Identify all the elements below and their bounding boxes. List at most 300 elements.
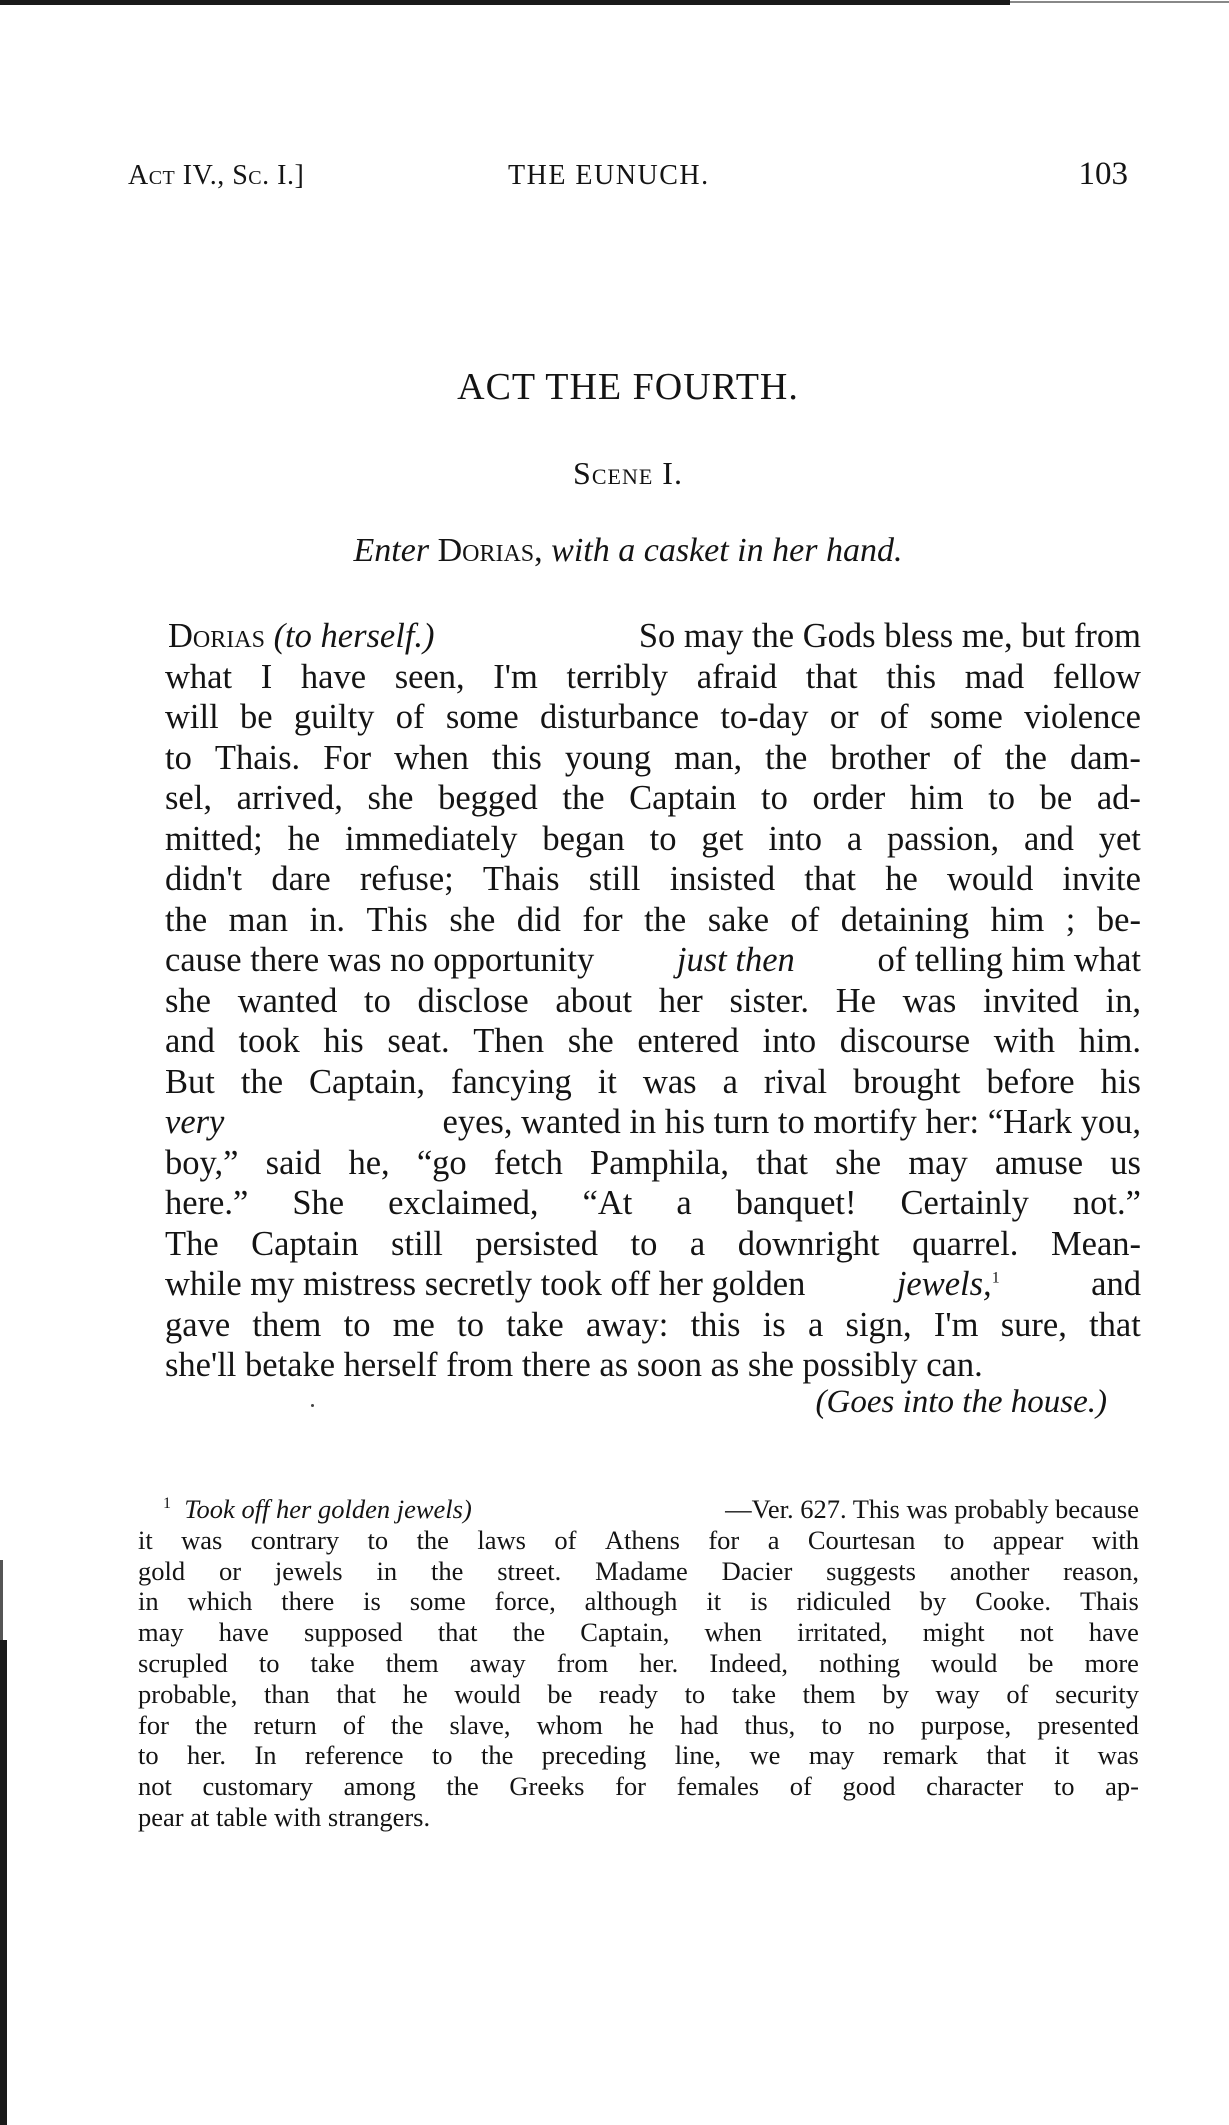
speech-line-12-word: was	[642, 1062, 697, 1101]
footnote-line-9-word: to	[431, 1740, 453, 1771]
footnote-line-10-word: for	[615, 1771, 647, 1802]
speech-line-2-word: afraid	[696, 657, 778, 696]
speech-line-8-word: man	[228, 900, 289, 939]
speech-line-18-word: them	[252, 1305, 322, 1344]
speech-line-15-word: exclaimed,	[388, 1184, 539, 1222]
speech-line-8	[165, 900, 1141, 941]
speech-line-15-word: not.”	[1072, 1184, 1141, 1222]
speech-line-18-word: gave	[165, 1305, 231, 1344]
footnote-line-2-word: contrary	[250, 1524, 340, 1555]
footnote-line-2-word: to	[943, 1524, 965, 1555]
speech-line-5-word: ad-	[1096, 779, 1141, 817]
speech-line-3-word: or	[829, 698, 859, 736]
speech-line-8-word: for	[582, 900, 623, 939]
speech-line-8-word: did	[516, 900, 561, 939]
footnote-line-9-word: that	[986, 1740, 1027, 1771]
speech-line-5-word: she	[367, 779, 414, 817]
footnote-line-2	[138, 1525, 1139, 1556]
speech-line-16-word: a	[689, 1224, 706, 1263]
speech-line-4-word: of	[953, 738, 982, 777]
speech-line-10-word: invited	[982, 981, 1079, 1020]
speech-line-4-word: the	[1004, 738, 1047, 777]
speech-line-16-word: still	[391, 1224, 443, 1263]
speech-line-14-word: boy,”	[165, 1143, 239, 1182]
speech-line-6-word: mitted;	[165, 819, 263, 858]
speech-line-14-word: he,	[348, 1143, 390, 1182]
speech-line-12-word: Captain,	[309, 1062, 425, 1101]
footnote-line-5-word: may	[138, 1617, 184, 1648]
footnote-line-6-word: be	[1028, 1647, 1054, 1678]
speech-line-11-word: took	[238, 1022, 300, 1060]
footnote-line-4-word: by	[919, 1586, 947, 1617]
speech-line-6-word: passion,	[887, 819, 1000, 858]
speech-line-17-b: and	[1091, 1265, 1141, 1303]
speech-line-12-word: his	[1100, 1062, 1141, 1101]
footnote-line-8-word: no	[868, 1709, 895, 1740]
footnote-line-3-word: reason,	[1063, 1555, 1139, 1586]
speech-line-18-word: to	[343, 1305, 371, 1344]
footnote-line-5-word: that	[437, 1617, 478, 1648]
speech-line-8-word: she	[449, 900, 496, 939]
speech-line-14-word: “go	[416, 1143, 467, 1182]
speech-line-16-word: Mean-	[1050, 1224, 1141, 1263]
speech-line-10	[165, 981, 1141, 1022]
footnote-line-10	[138, 1771, 1139, 1802]
speech-line-11-word: Then	[473, 1022, 545, 1060]
footnote-line-9-word: the	[480, 1740, 514, 1771]
speech-line-8-word: of	[790, 900, 820, 939]
footnote-line-3-word: the	[430, 1555, 464, 1586]
footnote-line-5-word: the	[512, 1617, 546, 1648]
footnote-line-5-word: might	[922, 1617, 985, 1648]
footnote-line-3-word: another	[949, 1555, 1030, 1586]
footnote-marker: 1	[163, 1495, 171, 1513]
speech-line-2-word: mad	[964, 657, 1025, 696]
footnote-line-4-word: it	[706, 1586, 722, 1617]
speech-line	[165, 1183, 1141, 1224]
speech-line-3-word: to-day	[720, 698, 809, 736]
speech-line-5-word: sel,	[165, 779, 212, 817]
speech-line-6-word: into	[768, 819, 822, 858]
speech-line-11-word: entered	[637, 1022, 739, 1060]
speech-line-16-word: to	[630, 1224, 658, 1263]
speech-line-3	[165, 697, 1141, 738]
footnote-line-10-word: customary	[202, 1771, 313, 1802]
speech-line	[165, 1345, 1141, 1386]
speech-line-15-word: a	[676, 1184, 692, 1222]
speech-line-18	[165, 1305, 1141, 1346]
speech-line-12-word: rival	[763, 1062, 828, 1101]
speech-line-3-word: violence	[1024, 698, 1141, 736]
footnote-line-7-word: he	[402, 1678, 428, 1709]
speech-line-18-word: this	[690, 1305, 741, 1344]
footnote-line-8-word: purpose,	[920, 1709, 1012, 1740]
footnote-line-1-head	[163, 1494, 472, 1525]
speech-line-7-word: that	[804, 860, 857, 898]
speech-line-6-word: he	[287, 819, 321, 858]
footnote-line-6-word: from	[556, 1647, 609, 1678]
speech-line-5-word: arrived,	[236, 779, 343, 817]
speech-line	[165, 778, 1141, 819]
speech-line-12-word: a	[722, 1062, 738, 1101]
speech-line-11-word: into	[762, 1022, 817, 1060]
footnote	[138, 1494, 1139, 1833]
footnote-line	[138, 1710, 1139, 1741]
speech-line-17-a: while my mistress secretly took off her golden	[165, 1265, 806, 1303]
speech-line-15-word: “At	[582, 1184, 633, 1222]
footnote-line-9-word: may	[808, 1740, 855, 1771]
speech-line-15-word: Certainly	[900, 1184, 1029, 1222]
footnote-line-4-word: is	[363, 1586, 381, 1617]
footnote-line	[138, 1556, 1139, 1587]
speech-line-2-word: fellow	[1052, 657, 1141, 696]
footnote-line-10-word: good	[842, 1771, 896, 1802]
speech-line-18-word: I'm	[933, 1305, 979, 1344]
footnote-line-5	[138, 1617, 1139, 1648]
speech-line-2-word: have	[300, 657, 367, 696]
footnote-line-6-word: to	[258, 1647, 280, 1678]
speech-line-11-word: with	[993, 1022, 1056, 1060]
speech-line-3-word: be	[240, 698, 273, 736]
speech-line-2	[165, 657, 1141, 698]
speech-line-7-word: insisted	[669, 860, 776, 898]
footnote-line-4-word: there	[281, 1586, 335, 1617]
footnote-line-2-word: Athens	[604, 1524, 680, 1555]
speech-line-2-word: I	[260, 657, 273, 696]
speech-line-4-word: the	[765, 738, 808, 777]
speech-line-7-word: invite	[1062, 860, 1141, 898]
footnote-line-9-word: was	[1097, 1740, 1139, 1771]
footnote-line-6-word: more	[1084, 1647, 1139, 1678]
top-edge-rule-faint	[1010, 1, 1229, 3]
footnote-line-3-word: jewels	[274, 1555, 343, 1586]
speech-line-12-word: it	[597, 1062, 617, 1101]
footnote-line-7-word: that	[336, 1678, 377, 1709]
footnote-line-3	[138, 1556, 1139, 1587]
speech-line-12-word: before	[986, 1062, 1075, 1101]
speech-line-15-word: She	[292, 1184, 345, 1222]
speech-line-2-word: that	[805, 657, 858, 696]
speech-line-4-word: when	[394, 738, 469, 777]
speech-line-17-mid	[897, 1264, 1000, 1305]
footnote-line-4-word: although	[584, 1586, 678, 1617]
footnote-line-10-word: of	[789, 1771, 812, 1802]
footnote-line-9-word: In	[254, 1740, 277, 1771]
footnote-line-8-word: slave,	[449, 1709, 511, 1740]
scene-title: Scene I.	[573, 455, 683, 491]
stray-mark	[311, 1404, 314, 1407]
speech-line-11-word: seat.	[387, 1022, 450, 1060]
footnote-line-7-word: them	[802, 1678, 856, 1709]
speech-line-15-word: here.”	[165, 1184, 249, 1222]
speech-line-3-word: of	[879, 698, 909, 736]
speech-line-6-word: and	[1024, 819, 1074, 858]
footnote-line-6	[138, 1648, 1139, 1679]
footnote-line-7-word: security	[1055, 1678, 1139, 1709]
speech-line-15	[165, 1183, 1141, 1224]
speech-line-6	[165, 819, 1141, 860]
speech-line	[165, 1305, 1141, 1346]
speech-line-18-word: take	[506, 1305, 564, 1344]
footnote-line-4-word: force,	[494, 1586, 556, 1617]
stage-direction-action: with a casket in her hand.	[551, 532, 903, 569]
top-edge-rule	[0, 0, 1010, 5]
speech-line-10-word: sister.	[729, 981, 810, 1020]
footnote-line-9-word: line,	[674, 1740, 722, 1771]
speech-line-7-word: refuse;	[359, 860, 454, 898]
speech-line	[165, 657, 1141, 698]
footnote-line-7-word: to	[684, 1678, 706, 1709]
footnote-line-2-word: a	[767, 1524, 780, 1555]
footnote-line-4-word: some	[409, 1586, 466, 1617]
speech-line-6-word: to	[649, 819, 677, 858]
speech-line-18-word: sure,	[1000, 1305, 1067, 1344]
speech-line-6-word: yet	[1098, 819, 1141, 858]
footnote-line-1-rest: —Ver. 627. This was probably because	[725, 1494, 1139, 1524]
footnote-line-2-word: with	[1091, 1524, 1139, 1555]
speech-line-10-word: disclose	[417, 981, 529, 1020]
speech-line-9-b: of telling him what	[877, 941, 1141, 979]
footnote-line-9	[138, 1740, 1139, 1771]
speech-line-14-word: may	[908, 1143, 968, 1182]
footnote-line-4	[138, 1586, 1139, 1617]
footnote-line-8-word: he	[629, 1709, 655, 1740]
speech-line-15-word: banquet!	[735, 1184, 857, 1222]
footnote-line	[138, 1740, 1139, 1771]
speech-line-2-word: I'm	[493, 657, 538, 696]
footnote-line-4-word: ridiculed	[796, 1586, 891, 1617]
speech-line-8-word: detaining	[840, 900, 970, 939]
speech-line-18-word: is	[762, 1305, 786, 1344]
speech-line-7	[165, 859, 1141, 900]
footnote-line-3-word: Madame	[595, 1555, 688, 1586]
speech-line-3-word: of	[395, 698, 425, 736]
footnote-line-9-word: her.	[187, 1740, 227, 1771]
footnote-line-6-word: away	[469, 1647, 526, 1678]
speech-line-1-rest: So may the Gods bless me, but from	[638, 617, 1141, 655]
footnote-line-9-word: to	[138, 1740, 159, 1771]
speech-line-4-word: For	[323, 738, 372, 777]
page-left-edge	[0, 1640, 7, 2125]
speech-line-8-word: the	[644, 900, 687, 939]
speech-line-8-word: sake	[707, 900, 770, 939]
speech-line	[165, 940, 1141, 981]
footnote-line-9-word: reference	[304, 1740, 404, 1771]
footnote-line-3-word: suggests	[826, 1555, 916, 1586]
speech-line-1	[168, 616, 435, 657]
speech-line-10-word: to	[364, 981, 391, 1020]
speech-line-12-word: But	[165, 1062, 215, 1101]
speech-line-8-word: ;	[1065, 900, 1076, 939]
footnote-line-4-word: Thais	[1079, 1586, 1139, 1617]
speech-line	[165, 819, 1141, 860]
speech-line-11-word: his	[323, 1022, 364, 1060]
speech-line-16-word: persisted	[475, 1224, 598, 1263]
speech-line-5-word: Captain	[629, 779, 737, 817]
speech-line-2-word: seen,	[394, 657, 465, 696]
footnote-line-8-word: the	[195, 1709, 228, 1740]
speech-line	[165, 1224, 1141, 1265]
footnote-line-7-word: of	[1006, 1678, 1029, 1709]
speech-line-16	[165, 1224, 1141, 1265]
footnote-line-7-word: take	[731, 1678, 776, 1709]
speech-line-4-word: brother	[830, 738, 930, 777]
footnote-reference: 1	[991, 1269, 1000, 1287]
footnote-line	[138, 1648, 1139, 1679]
footnote-line-10-word: not	[138, 1771, 172, 1802]
speech-line-14-word: said	[265, 1143, 322, 1182]
footnote-line-6-word: her.	[639, 1647, 679, 1678]
speech-line-8-word: him	[990, 900, 1045, 939]
footnote-line-7	[138, 1679, 1139, 1710]
speech-line-10-word: her	[658, 981, 703, 1020]
footnote-line-6-word: take	[310, 1647, 355, 1678]
footnote-line-10-word: among	[343, 1771, 416, 1802]
footnote-line-3-word: or	[218, 1555, 242, 1586]
footnote-line-2-word: of	[554, 1524, 577, 1555]
speech-line-8-word: the	[165, 900, 208, 939]
speech-line-5-word: to	[761, 779, 788, 817]
footnote-line-3-word: in	[376, 1555, 398, 1586]
speech-line	[165, 1062, 1141, 1103]
speech-line-2-word: what	[165, 657, 233, 696]
speech-line	[165, 859, 1141, 900]
footnote-line	[138, 1586, 1139, 1617]
speech-line-5-word: the	[562, 779, 605, 817]
speech-line-18-word: a	[807, 1305, 824, 1344]
speaker-name: Dorias	[168, 617, 265, 655]
speech-line-16-word: The	[165, 1224, 219, 1263]
speech-line-6-word: get	[701, 819, 744, 858]
speaker-aside: (to herself.)	[273, 617, 435, 655]
speech-line-14-word: Pamphila,	[590, 1143, 729, 1182]
footnote-line-8-word: to	[821, 1709, 842, 1740]
stage-direction-character: Dorias,	[437, 532, 543, 569]
speech-line-18-word: sign,	[845, 1305, 912, 1344]
speech-line-6-word: a	[846, 819, 863, 858]
speech-line-18-word: that	[1089, 1305, 1141, 1344]
footnote-line-7-word: than	[264, 1678, 310, 1709]
speech-line-9-italic: just then	[676, 941, 795, 979]
footnote-line-2-word: appear	[992, 1524, 1064, 1555]
footnote-line-9-word: it	[1054, 1740, 1070, 1771]
footnote-line-2-word: Courtesan	[807, 1524, 916, 1555]
speech-line-7-word: still	[588, 860, 641, 898]
speech-line-11-word: she	[567, 1022, 614, 1060]
speech-line-7-word: Thais	[482, 860, 560, 898]
speech-line-4-word: dam-	[1069, 738, 1141, 777]
footnote-line-4-word: in	[138, 1586, 159, 1617]
speech-line-4	[165, 738, 1141, 779]
speech-line	[165, 981, 1141, 1022]
footnote-line-9-word: we	[749, 1740, 781, 1771]
speech-line-7-word: dare	[271, 860, 331, 898]
footnote-line-2-word: to	[367, 1524, 389, 1555]
footnote-line	[138, 1679, 1139, 1710]
running-head-title: THE EUNUCH.	[508, 160, 710, 191]
speech-line-6-word: immediately	[345, 819, 518, 858]
footnote-line-6-word: them	[385, 1647, 439, 1678]
speech-line-8-word: in.	[309, 900, 345, 939]
speech-line-3-word: some	[929, 698, 1003, 736]
speech-line-11-word: and	[165, 1022, 215, 1060]
speech-line-4-word: Thais.	[214, 738, 301, 777]
stage-direction-enter: Enter	[353, 532, 430, 569]
stage-direction	[128, 532, 1128, 570]
footnote-line-9-word: preceding	[541, 1740, 647, 1771]
speech-paragraph	[165, 616, 1141, 1386]
footnote-line-5-word: when	[704, 1617, 762, 1648]
footnote-line	[138, 1525, 1139, 1556]
footnote-line-2-word: laws	[477, 1524, 526, 1555]
footnote-line-7-word: ready	[599, 1678, 658, 1709]
footnote-line-4-word: Cooke.	[975, 1586, 1052, 1617]
speech-line-12-word: fancying	[451, 1062, 572, 1101]
speech-line-16-word: downright	[737, 1224, 880, 1263]
footnote-line-3-word: Dacier	[721, 1555, 793, 1586]
footnote-line-5-word: irritated,	[797, 1617, 888, 1648]
footnote-line-7-word: probable,	[138, 1678, 238, 1709]
footnote-line-5-word: supposed	[304, 1617, 403, 1648]
speech-line	[165, 900, 1141, 941]
speech-line-9-a: cause there was no opportunity	[165, 941, 595, 979]
footnote-line	[138, 1617, 1139, 1648]
speech-line-5-word: begged	[438, 779, 538, 817]
speech-line-12-word: the	[240, 1062, 284, 1101]
footnote-line-8-word: of	[342, 1709, 365, 1740]
speech-line-10-word: He	[835, 981, 876, 1020]
speech-line-5-word: order	[812, 779, 886, 817]
footnote-line-4-word: is	[750, 1586, 768, 1617]
speech-line-10-word: she	[165, 981, 211, 1020]
footnote-reference-text: Took off her golden jewels)	[184, 1494, 472, 1524]
footnote-line-2-word: it	[138, 1524, 153, 1555]
footnote-line-10-word: females	[676, 1771, 760, 1802]
footnote-line-7-word: by	[882, 1678, 909, 1709]
speech-line-2-word: this	[886, 657, 937, 696]
act-title: ACT THE FOURTH.	[457, 366, 799, 408]
speech-line-2-word: terribly	[566, 657, 669, 696]
footnote-line-7-word: be	[547, 1678, 573, 1709]
page-number: 103	[1078, 156, 1128, 192]
footnote-line	[138, 1802, 1139, 1833]
footnote-line-11: pear at table with strangers.	[138, 1801, 431, 1832]
footnote-line-8-word: whom	[536, 1709, 603, 1740]
speech-line-14-word: fetch	[493, 1143, 563, 1182]
speech-line-17-italic: jewels,	[896, 1265, 992, 1303]
footnote-line-8-word: had	[680, 1709, 719, 1740]
footnote-line-5-word: not	[1019, 1617, 1054, 1648]
footnote-line-3-word: street.	[497, 1555, 562, 1586]
speech-line-7-word: he	[885, 860, 918, 898]
footnote-line-10-word: character	[926, 1771, 1024, 1802]
speech-line-16-word: Captain	[251, 1224, 359, 1263]
speech-line-13-italic: very	[165, 1103, 225, 1141]
speech-line-8-word: be-	[1096, 900, 1141, 939]
speech-line-5-word: him	[909, 779, 964, 817]
speech-line-4-word: to	[165, 738, 192, 777]
speech-line	[165, 1264, 1141, 1305]
footnote-line-8	[138, 1710, 1139, 1741]
page-left-edge-shadow	[0, 1560, 3, 1640]
running-head	[128, 156, 1128, 200]
exit-stage-direction: (Goes into the house.)	[815, 1384, 1107, 1420]
speech-line-3-word: some	[445, 698, 519, 736]
footnote-line-5-word: have	[218, 1617, 269, 1648]
footnote-line-10-word: Greeks	[509, 1771, 585, 1802]
footnote-line-8-word: return	[253, 1709, 317, 1740]
footnote-line	[138, 1771, 1139, 1802]
